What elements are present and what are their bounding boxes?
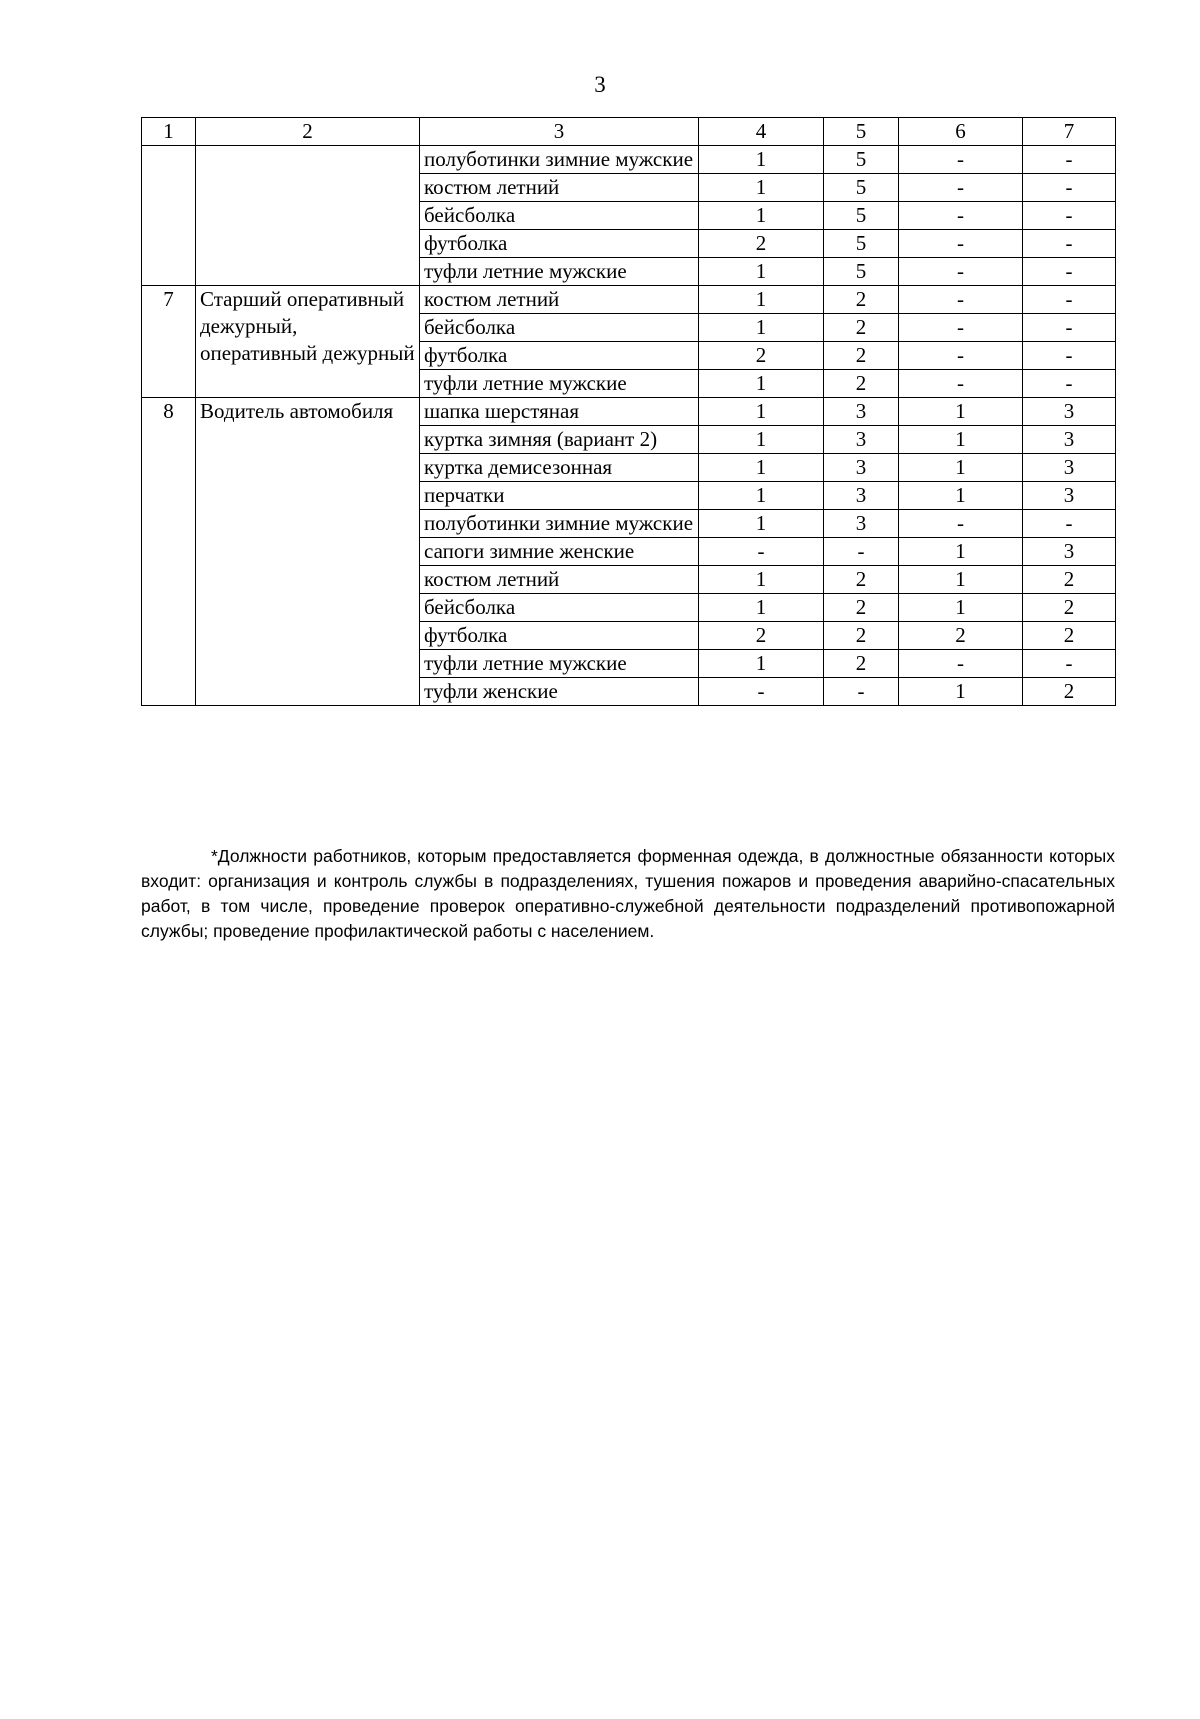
wear-period-female-cell: 3 (1023, 398, 1116, 426)
wear-period-female-cell: - (1023, 146, 1116, 174)
item-name-cell: шапка шерстяная (420, 398, 699, 426)
uniform-norms-table (141, 117, 1116, 706)
wear-period-cell: 3 (824, 426, 899, 454)
column-number-2: 2 (196, 118, 420, 146)
quantity-female-cell: 2 (899, 622, 1023, 650)
item-name-cell: полуботинки зимние мужские (420, 146, 699, 174)
item-name-cell: куртка демисезонная (420, 454, 699, 482)
item-name-cell: футболка (420, 622, 699, 650)
quantity-cell: 1 (699, 650, 824, 678)
item-name-cell: бейсболка (420, 202, 699, 230)
wear-period-cell: 5 (824, 174, 899, 202)
quantity-cell: 1 (699, 482, 824, 510)
quantity-female-cell: - (899, 174, 1023, 202)
page-number: 3 (594, 72, 606, 97)
item-name-cell: туфли летние мужские (420, 650, 699, 678)
wear-period-female-cell: - (1023, 510, 1116, 538)
quantity-female-cell: - (899, 342, 1023, 370)
wear-period-cell: - (824, 678, 899, 706)
wear-period-female-cell: 2 (1023, 622, 1116, 650)
wear-period-female-cell: - (1023, 342, 1116, 370)
wear-period-female-cell: 3 (1023, 482, 1116, 510)
wear-period-cell: 3 (824, 398, 899, 426)
wear-period-female-cell: - (1023, 174, 1116, 202)
wear-period-cell: 2 (824, 594, 899, 622)
quantity-cell: 1 (699, 398, 824, 426)
wear-period-cell: 2 (824, 650, 899, 678)
quantity-cell: 2 (699, 622, 824, 650)
item-name-cell: костюм летний (420, 174, 699, 202)
quantity-cell: 2 (699, 342, 824, 370)
wear-period-female-cell: - (1023, 370, 1116, 398)
quantity-female-cell: - (899, 370, 1023, 398)
column-number-3: 3 (420, 118, 699, 146)
footnote: *Должности работников, которым предоставляется форменная одежда, в должностные обязанности которых входит: организация и контроль службы в подразделениях, тушения пожаров и проведения аварийно-спасательных работ, в том числе, проведение проверок оперативно-служебной деятельности подразделений противопожарной службы; проведение профилактической работы с населением. (141, 846, 1115, 941)
item-name-cell: футболка (420, 230, 699, 258)
row-number-cell (142, 146, 196, 286)
table-row (142, 398, 1116, 426)
wear-period-cell: 5 (824, 230, 899, 258)
item-name-cell: бейсболка (420, 314, 699, 342)
quantity-cell: - (699, 538, 824, 566)
item-name-cell: футболка (420, 342, 699, 370)
quantity-female-cell: 1 (899, 538, 1023, 566)
quantity-cell: - (699, 678, 824, 706)
wear-period-female-cell: - (1023, 286, 1116, 314)
wear-period-female-cell: 2 (1023, 594, 1116, 622)
quantity-female-cell: 1 (899, 398, 1023, 426)
column-number-5: 5 (824, 118, 899, 146)
quantity-female-cell: - (899, 650, 1023, 678)
wear-period-cell: 3 (824, 454, 899, 482)
wear-period-female-cell: 3 (1023, 454, 1116, 482)
wear-period-female-cell: - (1023, 314, 1116, 342)
item-name-cell: полуботинки зимние мужские (420, 510, 699, 538)
column-number-4: 4 (699, 118, 824, 146)
position-cell (196, 146, 420, 286)
wear-period-cell: 2 (824, 286, 899, 314)
quantity-female-cell: - (899, 314, 1023, 342)
wear-period-cell: - (824, 538, 899, 566)
table-row (142, 286, 1116, 314)
table-row (142, 146, 1116, 174)
quantity-female-cell: 1 (899, 594, 1023, 622)
column-number-7: 7 (1023, 118, 1116, 146)
quantity-cell: 1 (699, 566, 824, 594)
wear-period-cell: 2 (824, 622, 899, 650)
wear-period-cell: 5 (824, 146, 899, 174)
item-name-cell: туфли женские (420, 678, 699, 706)
quantity-cell: 2 (699, 230, 824, 258)
wear-period-female-cell: 2 (1023, 678, 1116, 706)
item-name-cell: туфли летние мужские (420, 258, 699, 286)
column-numbers-row (142, 118, 1116, 146)
wear-period-cell: 2 (824, 566, 899, 594)
item-name-cell: куртка зимняя (вариант 2) (420, 426, 699, 454)
wear-period-cell: 3 (824, 510, 899, 538)
quantity-cell: 1 (699, 594, 824, 622)
quantity-female-cell: - (899, 286, 1023, 314)
quantity-cell: 1 (699, 454, 824, 482)
wear-period-female-cell: 3 (1023, 538, 1116, 566)
item-name-cell: костюм летний (420, 286, 699, 314)
item-name-cell: перчатки (420, 482, 699, 510)
wear-period-cell: 3 (824, 482, 899, 510)
row-number-cell: 8 (142, 398, 196, 706)
quantity-cell: 1 (699, 510, 824, 538)
quantity-female-cell: - (899, 510, 1023, 538)
wear-period-cell: 5 (824, 258, 899, 286)
wear-period-female-cell: - (1023, 230, 1116, 258)
wear-period-cell: 2 (824, 370, 899, 398)
quantity-cell: 1 (699, 426, 824, 454)
table-body (142, 146, 1116, 706)
position-cell: Водитель автомобиля (196, 398, 420, 706)
item-name-cell: туфли летние мужские (420, 370, 699, 398)
item-name-cell: бейсболка (420, 594, 699, 622)
quantity-female-cell: 1 (899, 426, 1023, 454)
wear-period-cell: 2 (824, 342, 899, 370)
column-number-6: 6 (899, 118, 1023, 146)
wear-period-cell: 2 (824, 314, 899, 342)
quantity-cell: 1 (699, 146, 824, 174)
row-number-cell: 7 (142, 286, 196, 398)
wear-period-cell: 5 (824, 202, 899, 230)
item-name-cell: сапоги зимние женские (420, 538, 699, 566)
quantity-cell: 1 (699, 286, 824, 314)
quantity-cell: 1 (699, 174, 824, 202)
column-number-1: 1 (142, 118, 196, 146)
quantity-female-cell: - (899, 146, 1023, 174)
quantity-cell: 1 (699, 202, 824, 230)
wear-period-female-cell: 2 (1023, 566, 1116, 594)
quantity-female-cell: 1 (899, 566, 1023, 594)
quantity-female-cell: - (899, 202, 1023, 230)
item-name-cell: костюм летний (420, 566, 699, 594)
quantity-female-cell: 1 (899, 454, 1023, 482)
quantity-female-cell: 1 (899, 482, 1023, 510)
wear-period-female-cell: 3 (1023, 426, 1116, 454)
quantity-cell: 1 (699, 314, 824, 342)
quantity-female-cell: - (899, 230, 1023, 258)
wear-period-female-cell: - (1023, 202, 1116, 230)
quantity-cell: 1 (699, 370, 824, 398)
quantity-female-cell: - (899, 258, 1023, 286)
wear-period-female-cell: - (1023, 258, 1116, 286)
wear-period-female-cell: - (1023, 650, 1116, 678)
position-cell: Старший оперативный дежурный, оперативный дежурный (196, 286, 420, 398)
quantity-cell: 1 (699, 258, 824, 286)
quantity-female-cell: 1 (899, 678, 1023, 706)
